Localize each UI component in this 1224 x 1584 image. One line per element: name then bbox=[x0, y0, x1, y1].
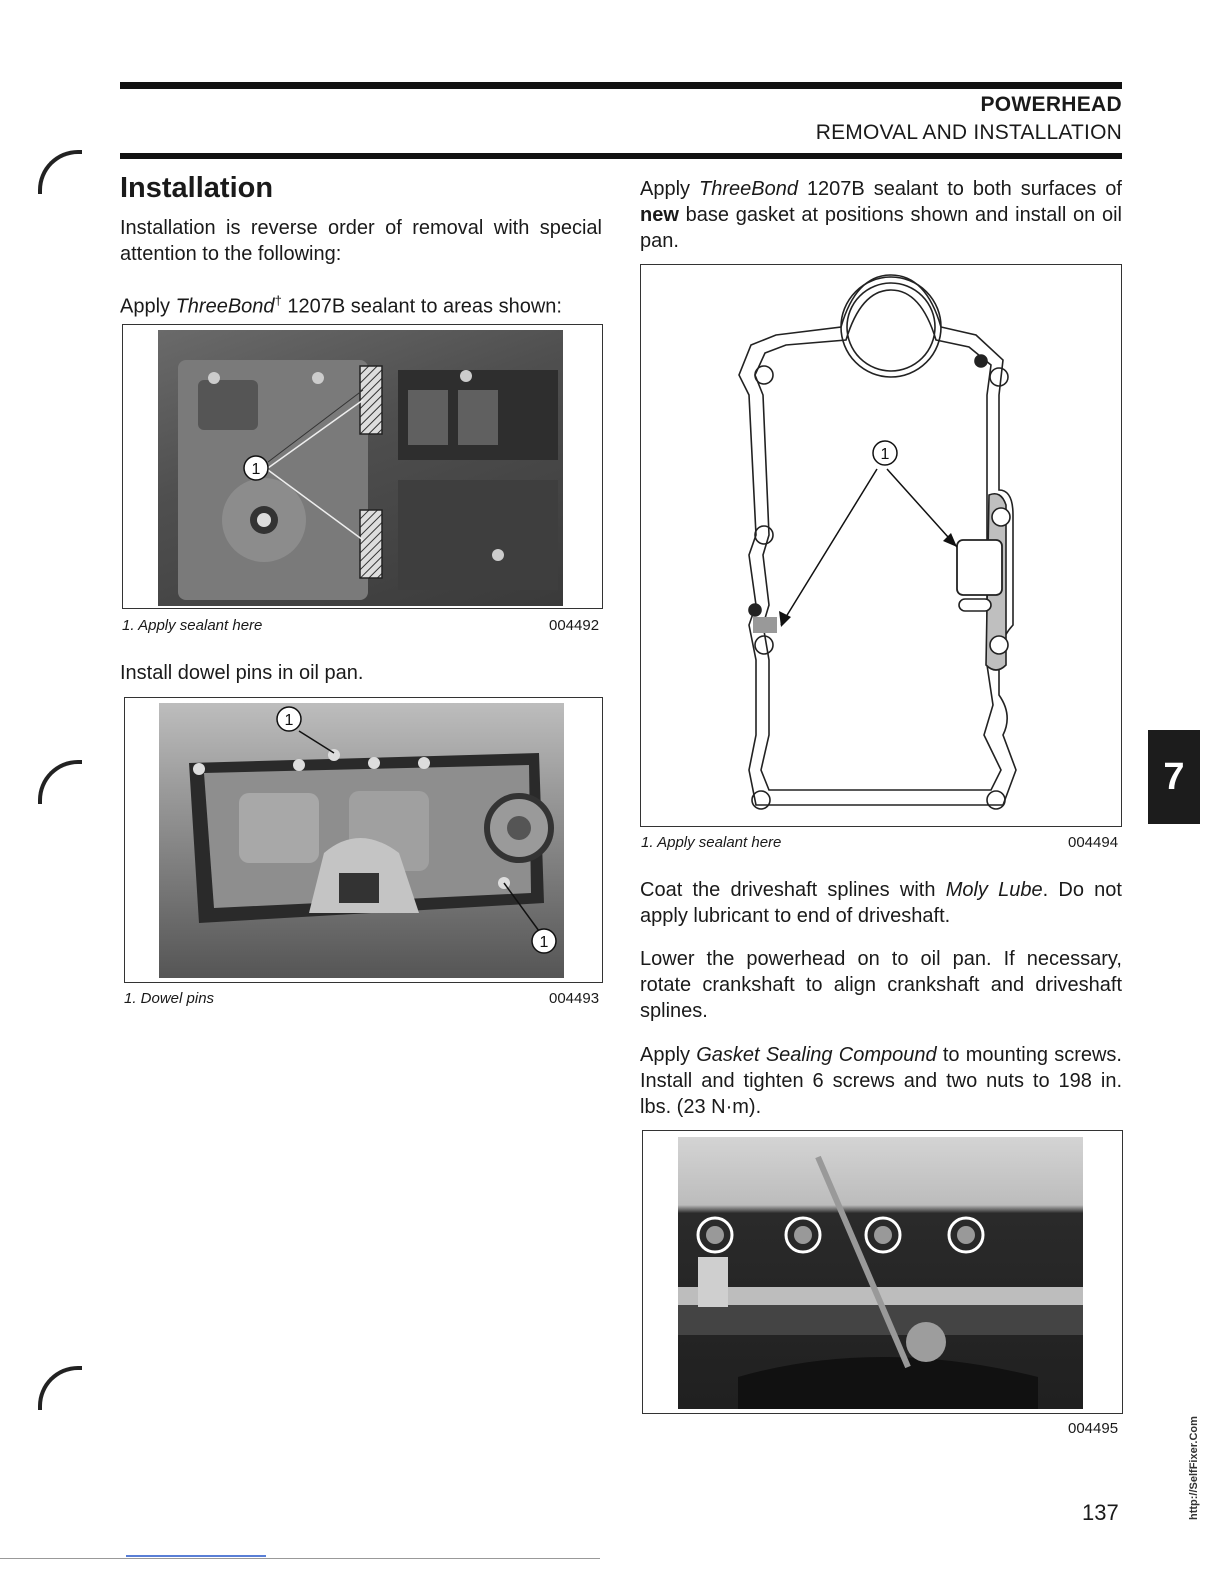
emphasis-new: new bbox=[640, 204, 679, 226]
leader-left bbox=[781, 469, 877, 625]
brand-threebond: ThreeBond bbox=[699, 178, 798, 200]
figure-number: 004494 bbox=[1068, 834, 1119, 851]
figure-004494 bbox=[640, 264, 1122, 827]
figure-caption: 1. Apply sealant here bbox=[122, 617, 263, 634]
photo-oil-pan-dowel-pins bbox=[159, 703, 564, 978]
photo-illustration bbox=[678, 1137, 1083, 1409]
watermark-url: http://SelfFixer.Com bbox=[1188, 1416, 1200, 1520]
figure-number: 004492 bbox=[549, 617, 600, 634]
sealant-area-upper bbox=[360, 366, 382, 434]
header-top-rule bbox=[120, 82, 1122, 89]
chapter-tab: 7 bbox=[1148, 730, 1200, 824]
section-intro: Installation is reverse order of removal with special attention to the following: bbox=[120, 217, 602, 265]
bottom-edge-line bbox=[0, 1558, 600, 1559]
header-title: POWERHEAD bbox=[980, 93, 1122, 116]
gasket-diagram bbox=[641, 265, 1121, 825]
binding-hole-middle bbox=[38, 760, 82, 804]
callout-1: 1 bbox=[880, 446, 890, 463]
screw-highlights bbox=[698, 1218, 983, 1252]
leader-right bbox=[887, 469, 957, 547]
binding-hole-bottom bbox=[38, 1366, 82, 1410]
header-subtitle: REMOVAL AND INSTALLATION bbox=[815, 121, 1122, 144]
figure-number: 004495 bbox=[1068, 1420, 1119, 1437]
figure-caption: 1. Apply sealant here bbox=[641, 834, 782, 851]
photo-illustration bbox=[158, 330, 563, 606]
step-apply-compound: Apply Gasket Sealing Compound to mounting screws. Install and tighten 6 screws and two nuts to 198 in. lbs. (23 N·m). bbox=[640, 1044, 1122, 1118]
figure-004492 bbox=[122, 324, 603, 609]
callout-1-bottom: 1 bbox=[539, 934, 549, 951]
figure-caption: 1. Dowel pins bbox=[124, 990, 215, 1007]
sealant-area-lower bbox=[360, 510, 382, 578]
step-apply-threebond: Apply ThreeBond† 1207B sealant to areas shown: bbox=[120, 293, 562, 318]
callout-1: 1 bbox=[251, 461, 261, 478]
photo-powerhead-sealant-areas bbox=[158, 330, 563, 606]
binding-hole-top bbox=[38, 150, 82, 194]
figure-004493 bbox=[124, 697, 603, 983]
section-heading: Installation bbox=[120, 172, 274, 204]
step-coat-driveshaft: Coat the driveshaft splines with Moly Lube. Do not apply lubricant to end of driveshaft. bbox=[640, 879, 1122, 927]
page-number: 137 bbox=[1082, 1500, 1119, 1525]
callout-1-top: 1 bbox=[284, 712, 294, 729]
product-gasket-sealing-compound: Gasket Sealing Compound bbox=[696, 1044, 937, 1066]
header-bottom-rule bbox=[120, 153, 1122, 159]
product-moly-lube: Moly Lube bbox=[945, 879, 1043, 901]
figure-number: 004493 bbox=[549, 990, 600, 1007]
figure-004495 bbox=[642, 1130, 1123, 1414]
step-apply-sealant-gasket: Apply ThreeBond 1207B sealant to both surfaces of new base gasket at positions shown and install on oil pan. bbox=[640, 178, 1122, 252]
photo-illustration bbox=[159, 703, 564, 978]
step-lower-powerhead: Lower the powerhead on to oil pan. If necessary, rotate crankshaft to align crankshaft and driveshaft splines. bbox=[640, 948, 1122, 1022]
brand-threebond: ThreeBond bbox=[175, 295, 275, 318]
step-install-dowel-pins: Install dowel pins in oil pan. bbox=[120, 662, 364, 684]
bottom-edge-blue bbox=[126, 1555, 266, 1557]
photo-mounting-screws bbox=[678, 1137, 1083, 1409]
